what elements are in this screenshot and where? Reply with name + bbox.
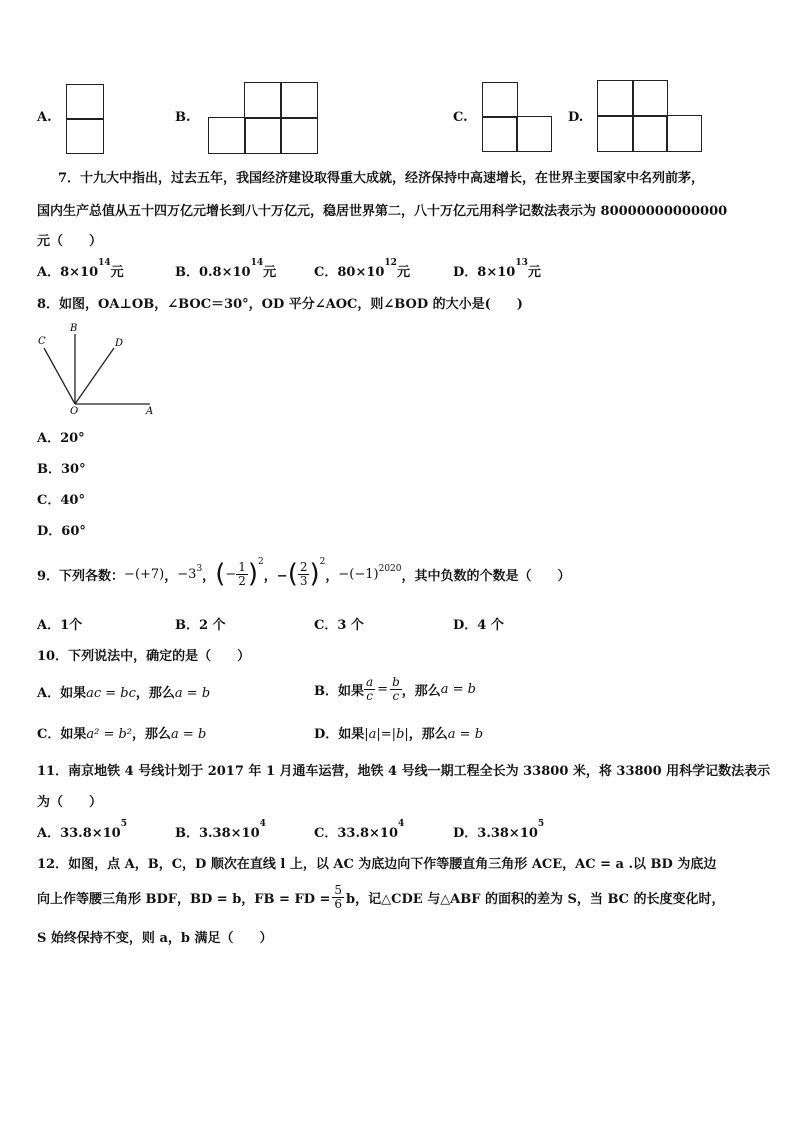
q8-option-b: B．30° <box>37 462 86 477</box>
q7-option-d: D．$8\times 10^{13}$元 <box>453 258 541 280</box>
q9-stem: 9．下列各数： −(+7) ， $-3^3$ ， ( − $\frac{1}{2}$ ) $^2$ ，− ( $\frac{2}{3}$ ) $^2$ ， $-(-1)^{2020}$ ，其中负数的个数是（ ） <box>37 557 571 589</box>
q6-option-b-label: B. <box>175 110 191 125</box>
q9-option-d: D．4 个 <box>453 618 504 633</box>
label-c: C <box>38 336 46 347</box>
q11-option-c: C．$33.8\times 10^4$ <box>314 819 405 841</box>
q9-option-a: A．1个 <box>37 618 83 633</box>
q8-option-a: A．20° <box>37 431 85 446</box>
ray-od <box>75 348 114 404</box>
q9-expr-3: ( − $\frac{1}{2}$ ) $^2$ <box>215 557 264 589</box>
ray-oc <box>44 348 75 404</box>
q8-option-d: D．60° <box>37 524 86 539</box>
q12-line2: 向上作等腰三角形 BDF，BD = b，FB = FD = $\frac{5}{6}$ b，记△CDE 与△ABF 的面积的差为 S，当 BC 的长度变化时， <box>37 882 725 911</box>
q7-line1: 7．十九大中指出，过去五年，我国经济建设取得重大成就，经济保持中高速增长，在世界主要国家中名列前茅， <box>58 171 705 186</box>
q10-option-b: B．如果 $\frac{a}{c}$ = $\frac{b}{c}$ ，那么 a = b <box>314 674 476 703</box>
q11-option-b: B．$3.38\times 10^4$ <box>175 819 266 841</box>
q8-stem: 8．如图，OA⊥OB，∠BOC＝30°，OD 平分∠AOC，则∠BOD 的大小是( ) <box>37 297 523 312</box>
q10-option-a: A．如果ac = bc，那么a = b <box>37 686 211 701</box>
label-a: A <box>146 406 154 417</box>
q12-line1: 12．如图，点 A，B，C，D 顺次在直线 l 上，以 AC 为底边向下作等腰直角三角形 ACE，AC = a .以 BD 为底边 <box>37 857 717 872</box>
q7-option-b: B．$0.8\times 10^{14}$元 <box>175 258 277 280</box>
q9-expr-2: $-3^3$ <box>177 563 203 582</box>
q10-option-d: D．如果|a|=|b|，那么a = b <box>314 727 484 742</box>
q9-option-b: B．2 个 <box>175 618 226 633</box>
q9-expr-1: −(+7) <box>124 566 165 582</box>
q9-expr-4: ( $\frac{2}{3}$ ) $^2$ <box>287 557 326 589</box>
q7-line2: 国内生产总值从五十四万亿元增长到八十万亿元，稳居世界第二，八十万亿元用科学记数法表示为 80000000000000 <box>37 204 728 219</box>
label-o: O <box>70 406 79 417</box>
q11-line2: 为（ ） <box>37 795 103 810</box>
q9-expr-5: $-(-1)^{2020}$ <box>338 563 402 582</box>
q8-angle-figure <box>30 318 160 418</box>
q9-option-c: C．3 个 <box>314 618 364 633</box>
label-b: B <box>70 323 78 334</box>
q7-option-a: A．$8\times 10^{14}$元 <box>37 258 124 280</box>
q6-option-d-label: D. <box>568 110 584 125</box>
q7-option-c: C．$80\times 10^{12}$元 <box>314 258 410 280</box>
q12-line3: S 始终保持不变，则 a，b 满足（ ） <box>37 931 273 946</box>
q8-option-c: C．40° <box>37 493 85 508</box>
q10-stem: 10．下列说法中，确定的是（ ） <box>37 649 251 664</box>
q11-option-d: D．$3.38\times 10^5$ <box>453 819 545 841</box>
q10-option-c: C．如果a² = b²，那么a = b <box>37 727 207 742</box>
q6-option-a-label: A. <box>37 110 52 125</box>
label-d: D <box>115 338 124 349</box>
q6-option-c-label: C. <box>453 110 468 125</box>
q11-option-a: A．$33.8\times 10^5$ <box>37 819 127 841</box>
q7-line3: 元（ ） <box>37 234 103 249</box>
q11-line1: 11．南京地铁 4 号线计划于 2017 年 1 月通车运营，地铁 4 号线一期工程全长为 33800 米，将 33800 用科学记数法表示 <box>37 764 771 779</box>
